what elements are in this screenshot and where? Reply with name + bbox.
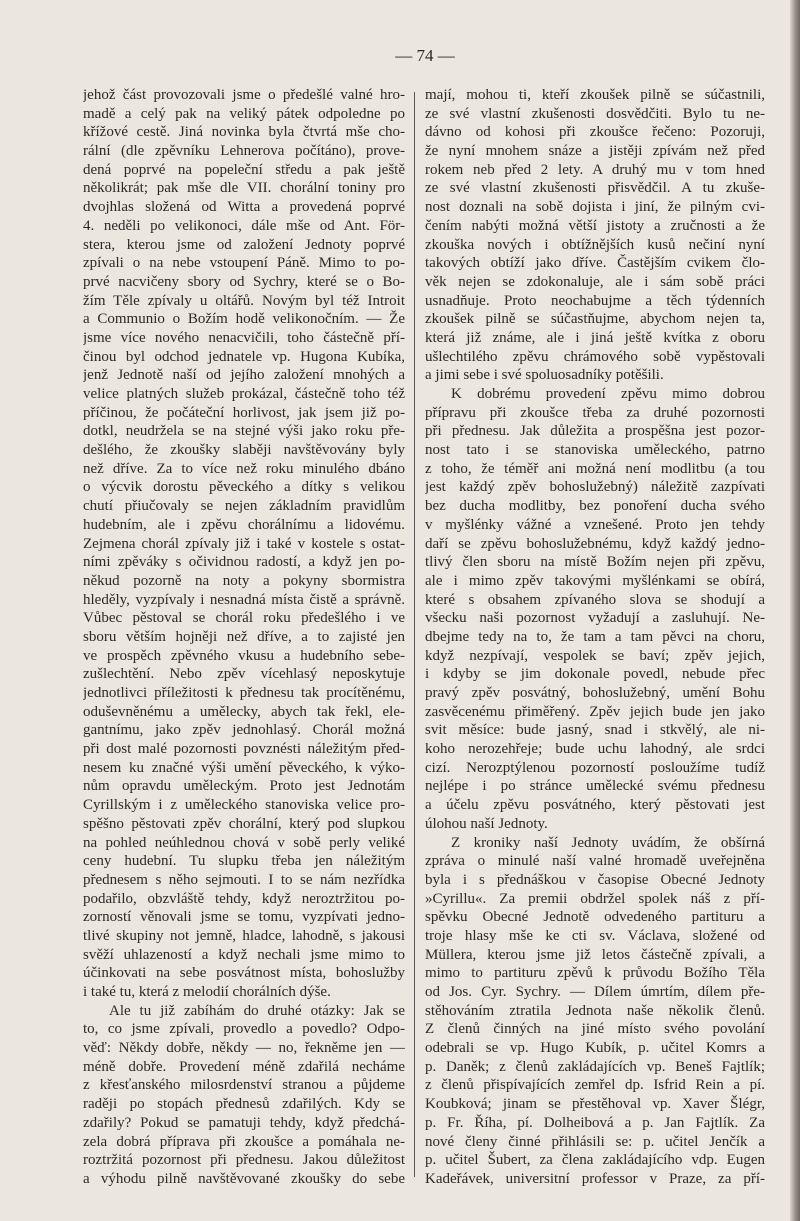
text-line: p. Daněk; z členů zakládajících vp. Beneš Fajtlík; (425, 1058, 765, 1075)
text-line: od Jos. Cyr. Sychry. — Dílem úmrtím, dílem pře- (425, 984, 765, 1000)
text-line: Z členů činných na jiné místo svého povolání (425, 1021, 765, 1038)
page-edge-shadow (790, 0, 800, 1221)
text-line: když nezpívají, vespolek se baví; zpěv jejich, (425, 647, 765, 664)
text-line: zkoušek pilně se súčastňujme, abychom nejen ta, (425, 311, 765, 328)
text-line: svit měsíce: bude jasný, snad i stkvělý, ale ni- (425, 722, 765, 739)
text-line: Müllera, kterou jsme již letos částečně zpívali, a (425, 946, 765, 963)
text-line: takových obtíží jako dříve. Častějším cvikem člo- (425, 255, 765, 272)
text-line: usnadňuje. Proto neochabujme a těch týdenních (425, 292, 765, 309)
text-line: činou byl odchod jednatele vp. Hugona Kubíka, (83, 348, 405, 365)
text-line: přípravu při zkoušce třeba za druhé pozornosti (425, 404, 765, 421)
text-line: nost tato i se stanoviska uměleckého, patrno (425, 442, 765, 459)
text-line: velice platných služeb prokázal, částečně toho též (83, 386, 405, 402)
text-line: ze své vlastní zkušenosti dosvědčiti. Bylo tu ne- (425, 105, 765, 122)
text-line: zasvěcenému přiměřený. Zpěv jejich bude jen jako (425, 703, 765, 720)
text-line: sboru větším hojněji než dříve, a to zajisté jen (83, 628, 405, 645)
text-line: to, co jsme zpívali, provedlo a povedlo? Odpo- (83, 1021, 405, 1038)
text-line: zkouška nových i obtížnějších kusů nečiní nyní (425, 236, 765, 253)
text-line: které s obsahem zpívaného slova se shodují a (425, 591, 765, 608)
text-line: madě a celý pak na veliký pátek odpoledne po (83, 105, 405, 122)
text-line: a jimi sebe i své spoluosadníky potěšili. (425, 367, 664, 384)
text-line: z křesťanského milosrdenství stranou a půjdeme (83, 1077, 405, 1094)
text-line: čením nabýti možná větší jistoty a zručnosti a že (425, 217, 765, 234)
text-line: zdařily? Pokud se pamatuji tehdy, když předchá- (83, 1114, 405, 1131)
text-line: raději po stopách přednesů zdařilých. Kdy se (83, 1096, 405, 1113)
text-line: a účelu zpěvu posvátného, který pěstovati jest (425, 797, 765, 814)
text-line: někud pozorně na noty a pokyny sbormistra (83, 572, 405, 589)
text-line: účinkovati na sebe posvátnost místa, bohoslužby (83, 965, 405, 982)
text-line: která již známe, ale i jiná ještě kvítka z oboru (425, 329, 765, 346)
text-line: z členů přispívajících zemřel dp. Isfrid Rein a pí. (425, 1077, 765, 1094)
text-line: dená poprvé na popeleční středu a pak ještě (83, 161, 405, 178)
text-line: věk nejen se zdokonaluje, ale i sám sobě práci (425, 273, 765, 290)
text-line: i také tu, která z melodií chorálních dýše. (83, 984, 331, 1000)
text-line: koho nerozehřeje; bude uchu lahodný, ale srdci (425, 741, 765, 758)
text-line: zpráva o minulé naší valné hromadě uveřejněna (425, 853, 765, 870)
text-line: zela dobrá příprava při zkoušce a pomáhala ne- (83, 1133, 405, 1150)
text-line: jenž Jednotě naší od jejího založení mnohých a (83, 367, 405, 384)
text-line: nost doznali na sobě dojista i jiní, že pilným cvi- (425, 199, 765, 216)
text-line: dešlého, že zkoušky slaběji navštěvovány byly (83, 442, 405, 459)
text-line: Zejmena chorál zpívaly již i také v kostele s ostat- (83, 535, 405, 552)
text-line: všecku naši pozornost vyžadují a zasluhují. Ne- (425, 610, 765, 627)
text-line: cizí. Nerozptýlenou pozorností posloužíme tudíž (425, 759, 765, 776)
text-line: o výcvik dorostu pěveckého a dítky s velikou (83, 479, 405, 496)
text-line: dvojhlas složená od Witta a provedená poprvé (83, 199, 405, 216)
text-line: ními zpěváky s očividnou radostí, a když jen po- (83, 554, 405, 571)
text-line: Kadeřávek, universitní professor v Praze, za pří- (425, 1170, 765, 1187)
text-line: při přednesu. Jak důležita a prospěšna jest pozor- (425, 423, 765, 440)
text-line: mají, mohou ti, kteří zkoušek pilně se súčastnili, (425, 87, 765, 103)
text-line: daří se zpěvu bohoslužebnému, když každý jedno- (425, 535, 765, 552)
text-line: hleděly, vyzpívaly i nesnadná místa čistě a správně. (83, 591, 405, 608)
text-line: nům opravdu uměleckým. Proto jest Jednotám (83, 778, 405, 795)
text-line: roztržitá pozornost při přednesu. Jakou důležitost (83, 1152, 405, 1169)
text-line: žím Těle zpívaly u oltářů. Novým byl též Introit (83, 292, 405, 309)
text-line: jsme více nového nenacvičili, toho částečně pří- (83, 329, 405, 346)
text-line: rální (dle zpěvníku Lehnerova počítáno), prove- (83, 143, 405, 160)
text-line: Z kroniky naší Jednoty uvádím, že obšírná (451, 834, 765, 851)
text-line: chutí přiučovaly se nejen základním pravidlům (83, 498, 405, 515)
text-line: bez ducha modlitby, bez ponoření ducha svého (425, 498, 765, 515)
text-line: odebrali se vp. Hugo Kubík, p. učitel Komrs a (425, 1040, 765, 1057)
text-line: p. učitel Šubert, za člena zakládajícího vdp. Eugen (425, 1152, 765, 1169)
text-line: »Cyrillu«. Za premii obdržel spolek náš z pří- (425, 890, 765, 907)
text-line: méně dobře. Provedení méně zdařilá necháme (83, 1058, 405, 1075)
text-line: tlivé skupiny not jemně, hladce, lahodně, s jakousi (83, 927, 405, 944)
text-line: ceny hudební. Tu slupku třeba jen náležitým (83, 853, 405, 870)
text-line: ze své vlastní zkušenosti přisvědčil. A tu zkuše- (425, 180, 765, 197)
text-line: prvé nacvičeny sbory od Sychry, které se o Bo- (83, 273, 405, 290)
column-divider (414, 92, 415, 1177)
text-line: Koubková; jinam se přestěhoval vp. Xaver Šlégr, (425, 1096, 765, 1113)
left-column (83, 86, 405, 1189)
text-line: spěvku Obecné Jednotě odvedeného partituru a (425, 909, 765, 926)
text-line: pravý zpěv posvátný, bohoslužebný, umění Bohu (425, 685, 765, 701)
text-line: nové členy činné přihlásili se: p. učitel Jenčík a (425, 1133, 765, 1150)
text-line: troje hlasy mše ke cti sv. Václava, složené od (425, 927, 765, 944)
text-line: rokem neb před 2 lety. A druhý mu v tom hned (425, 161, 765, 178)
text-line: z toho, že téměř ani možná není modlitbu (a tou (425, 460, 765, 477)
text-line: Cyrillským i z uměleckého stanoviska velice pro- (83, 797, 405, 814)
text-line: a výhodu pilně navštěvované zkoušky do sebe (83, 1170, 405, 1187)
text-line: dbejme tedy na to, že tam a tam pěvci na choru, (425, 628, 765, 645)
text-line: na pohled neúhlednou chová v sobě perly veliké (83, 834, 405, 851)
text-line: mimo to partituru zpěvů k průvodu Božího Těla (425, 965, 765, 982)
text-line: jednotlivci příležitosti k přednesu tak procítěnému, (83, 685, 405, 701)
text-line: byla i s přednáškou v časopise Obecné Jednoty (425, 871, 765, 888)
text-line: a Communio o Božím hodě velikonočním. — Že (83, 311, 405, 328)
text-line: gantnímu, jako zpěv jednohlasý. Chorál možná (83, 722, 405, 739)
text-line: oduševněnému a umělecky, abych tak řekl, ele- (83, 703, 405, 720)
text-line: příčinou, že počáteční horlivost, jak jsem již po- (83, 404, 405, 421)
text-line: zušlechtění. Nebo zpěv vícehlasý neposkytuje (83, 666, 405, 683)
text-line: K dobrému provedení zpěvu mimo dobrou (451, 386, 765, 402)
text-line: dotkl, neudržela se na stejné výši jako roku pře- (83, 423, 405, 440)
text-line: zpívali o na nebe vstoupení Páně. Mimo to po- (83, 255, 405, 272)
page-number: — 74 — (395, 46, 455, 65)
text-line: nesem ku značné výši umění pěveckého, k výko- (83, 759, 405, 776)
text-line: i kdyby se jim dokonale povedl, nebude přec (425, 666, 765, 683)
text-line: jest každý zpěv bohoslužebný) náležitě zazpívati (425, 479, 765, 496)
text-line: tlivý člen sboru na místě Božím nejen při zpěvu, (425, 554, 765, 571)
text-line: Vůbec pěstoval se chorál roku předešlého i ve (83, 610, 405, 627)
text-line: zorností věnovali jsme se tomu, vyzpívati jedno- (83, 909, 405, 926)
text-line: jehož část provozovali jsme o předešlé valné hro- (83, 87, 405, 103)
text-line: stera, kterou jsme od založení Jednoty poprvé (83, 236, 405, 253)
text-line: v myšlénky vážné a vznešené. Proto jen tehdy (425, 516, 765, 533)
text-line: že nyní mnohem snáze a jistěji zpívám než před (425, 143, 765, 160)
text-line: křížové cestě. Jiná novinka byla čtvrtá mše cho- (83, 124, 405, 141)
text-line: několikrát; pak mše dle VII. chorální toniny pro (83, 180, 405, 197)
text-line: nejlépe i po stránce umělecké svému přednesu (425, 778, 765, 795)
text-line: než dříve. Za to více než roku minulého dbáno (83, 460, 405, 477)
text-line: stěhováním ztratila Jednota naše několik členů. (425, 1002, 765, 1019)
right-column (425, 86, 765, 1189)
text-line: ve prospěch zpěvného vkusu a hudebního sebe- (83, 647, 405, 664)
text-line: ale i mimo zpěv takovými myšlénkami se obírá, (425, 572, 765, 589)
text-line: p. Fr. Říha, pí. Dolheibová a p. Jan Fajtlík. Za (425, 1114, 765, 1131)
text-line: spěšno pěstovati zpěv chorální, který pod slupkou (83, 815, 405, 832)
text-line: při dost malé pozornosti povznésti náležitým před- (83, 741, 405, 758)
text-line: ušlechtilého zpěvu chrámového sobě vypěstovali (425, 348, 765, 365)
text-line: úlohou naší Jednoty. (425, 815, 548, 832)
text-line: podařilo, obzvláště tehdy, když neroztržitou po- (83, 890, 405, 907)
text-line: svěží uhlazeností a když nechali jsme mimo to (83, 946, 405, 963)
text-line: dávno od kohosi při zkoušce řečeno: Pozoruji, (425, 124, 765, 141)
text-line: věď: Někdy dobře, někdy — no, řekněme jen — (83, 1040, 405, 1057)
text-line: Ale tu již zabíhám do druhé otázky: Jak se (109, 1002, 405, 1019)
text-line: hudebním, ale i zpěvu chorálnímu a lidovému. (83, 516, 405, 533)
text-line: přednesem s něho sejmouti. I to se nám nezřídka (83, 871, 405, 888)
text-line: 4. neděli po velikonoci, dále mše od Ant. För- (83, 217, 405, 234)
